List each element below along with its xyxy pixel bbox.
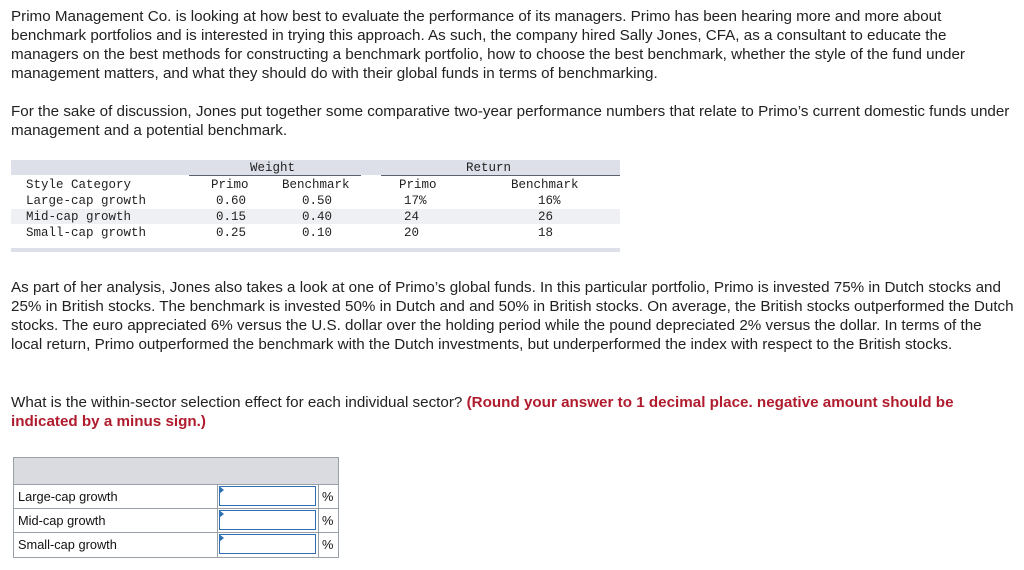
table-row-category: Small-cap growth [26,226,147,240]
rounding-instruction: (Round your answer to 1 decimal place. negative amount should be indicated by a minus sign.) [11,394,954,430]
column-header-return-primo: Primo [399,178,437,192]
intro-paragraph: Primo Management Co. is looking at how best to evaluate the performance of its managers. Primo has been hearing more and more about benchmark portfolios and is interested in trying this approach. As such, the company hired Sally Jones, CFA, as a consultant to educate the managers on the best methods for constructing a benchmark portfolio, how to choose the best benchmark, whether the style of the fund under management matters, and what they should do with their global funds in terms of benchmarking. [11,8,965,82]
table-row-return-primo: 20 [404,226,420,240]
small-cap-answer-input[interactable] [219,534,316,554]
percent-unit: % [322,513,334,528]
performance-table [11,160,620,252]
table-row-weight-primo: 0.25 [216,226,247,240]
global-fund-paragraph: As part of her analysis, Jones also takes a look at one of Primo’s global funds. In this particular portfolio, Primo is invested 75% in Dutch stocks and 25% in British stocks. The benchmark is invested 50% in Dutch and and 50% in British stocks. On average, the British stocks outperformed the Dutch stocks. The euro appreciated 6% versus the U.S. dollar over the holding period while the pound depreciated 2% versus the dollar. In terms of the local return, Primo outperformed the benchmark with the Dutch investments, but underperformed the index with respect to the British stocks. [11,279,1014,353]
column-header-return-benchmark: Benchmark [511,178,579,192]
table-header-band [11,160,620,175]
discussion-paragraph: For the sake of discussion, Jones put together some comparative two-year performance numbers that relate to Primo’s current domestic funds under management and a potential benchmark. [11,103,1010,139]
question-paragraph [11,393,1014,431]
answer-row-label: Small-cap growth [18,537,117,552]
large-cap-answer-input[interactable] [219,486,316,506]
table-row-return-benchmark: 16% [538,194,561,208]
table-row-weight-benchmark: 0.10 [302,226,333,240]
table-row-category: Mid-cap growth [26,210,132,224]
answer-row-mid-cap [14,508,338,533]
question-text: What is the within-sector selection effect for each individual sector? [11,394,463,411]
percent-unit: % [322,489,334,504]
input-marker-icon [219,486,224,494]
table-row-category: Large-cap growth [26,194,147,208]
table-row-return-primo: 17% [404,194,427,208]
table-row-weight-benchmark: 0.50 [302,194,333,208]
table-row-return-primo: 24 [404,210,420,224]
table-row-weight-primo: 0.60 [216,194,247,208]
table-row-weight-benchmark: 0.40 [302,210,333,224]
answer-table [13,457,339,558]
table-row-return-benchmark: 26 [538,210,554,224]
answer-row-label: Mid-cap growth [18,513,106,528]
answer-table-header [14,458,338,485]
mid-cap-answer-input[interactable] [219,510,316,530]
column-header-weight-primo: Primo [211,178,249,192]
percent-unit: % [322,537,334,552]
table-row-return-benchmark: 18 [538,226,554,240]
table-bottom-band [11,248,620,252]
column-header-weight-benchmark: Benchmark [282,178,350,192]
input-marker-icon [219,534,224,542]
answer-row-large-cap [14,484,338,509]
answer-row-small-cap [14,532,338,557]
column-header-style-category: Style Category [26,178,132,192]
table-row-weight-primo: 0.15 [216,210,247,224]
return-group-header: Return [466,161,512,175]
weight-group-header: Weight [250,161,296,175]
answer-row-label: Large-cap growth [18,489,118,504]
input-marker-icon [219,510,224,518]
